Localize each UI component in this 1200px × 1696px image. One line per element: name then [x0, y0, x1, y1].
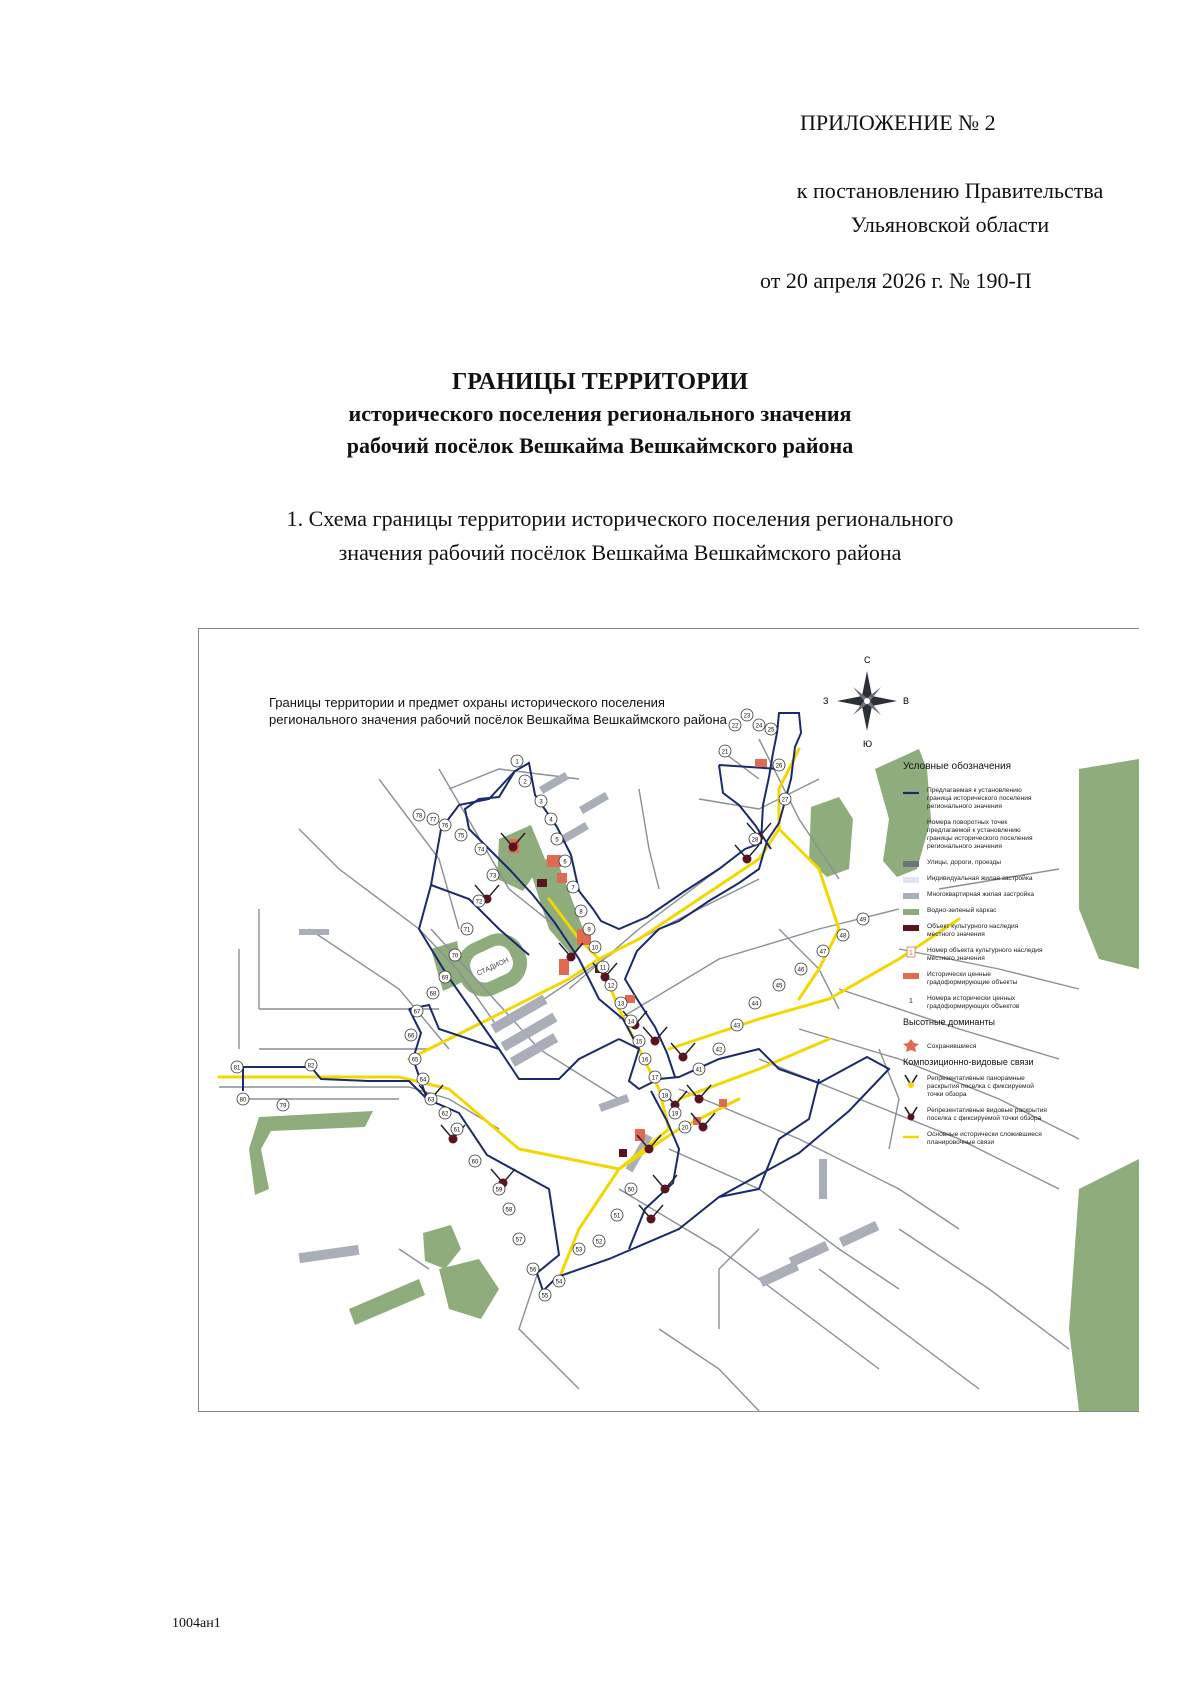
street — [379, 779, 459, 929]
turning-point — [427, 987, 439, 999]
apartment-blocks — [299, 772, 880, 1287]
turning-point-label: 28 — [751, 837, 759, 844]
turning-point-label: 81 — [233, 1065, 241, 1072]
apartment-block — [839, 1221, 879, 1247]
turning-point — [451, 1123, 463, 1135]
turning-point — [589, 941, 601, 953]
turning-point — [511, 755, 523, 767]
view-point — [651, 1037, 660, 1046]
turning-point — [639, 1053, 651, 1065]
turning-point — [553, 1275, 565, 1287]
turning-point — [231, 1061, 243, 1073]
view-symbol-dot — [908, 1114, 915, 1121]
street — [299, 829, 339, 869]
compass-rose — [823, 655, 909, 749]
legend-icon — [909, 998, 913, 1005]
turning-point — [237, 1093, 249, 1105]
legend-item-text: Номера исторически ценных градоформирующих объектов — [927, 995, 1020, 1010]
turning-point — [773, 759, 785, 771]
turning-point — [817, 945, 829, 957]
turning-point — [567, 881, 579, 893]
turning-point-label: 46 — [797, 967, 805, 974]
valuable-object-icon — [903, 973, 919, 979]
turning-point — [449, 949, 461, 961]
turning-point-label: 24 — [755, 723, 763, 730]
valuable-object — [755, 759, 767, 767]
turning-point-label: 5 — [555, 837, 559, 844]
turning-point-label: 48 — [839, 933, 847, 940]
turning-point — [487, 869, 499, 881]
turning-point — [473, 895, 485, 907]
turning-point-label: 66 — [407, 1033, 415, 1040]
view-point — [449, 1135, 458, 1144]
turning-point — [729, 719, 741, 731]
resolution-reference-line1: к постановлению Правительства — [796, 178, 1104, 203]
turning-point-label: 8 — [579, 909, 583, 916]
turning-point — [837, 929, 849, 941]
turning-point — [575, 905, 587, 917]
legend-icon — [905, 1075, 917, 1088]
legend-item-text: Предлагаемая к установлению граница исторического поселения регионального значения — [927, 787, 1032, 810]
turning-point-label: 72 — [475, 899, 483, 906]
turning-point-label: 69 — [441, 975, 449, 982]
views-heading: Композиционно-видовые связи — [903, 1057, 1034, 1067]
turning-point — [625, 1015, 637, 1027]
turning-point-label: 21 — [721, 749, 729, 756]
street — [819, 1269, 979, 1389]
turning-point-label: 16 — [641, 1057, 649, 1064]
turning-point — [405, 1029, 417, 1041]
valuable-object — [719, 1099, 727, 1107]
turning-point — [633, 1035, 645, 1047]
map-title-line2: регионального значения рабочий посёлок Вешкайма Вешкаймского района — [269, 712, 727, 727]
turning-point-label: 63 — [427, 1097, 435, 1104]
turning-point — [551, 833, 563, 845]
turning-point — [749, 997, 761, 1009]
turning-point-label: 56 — [529, 1267, 537, 1274]
legend-item — [903, 1131, 1042, 1146]
turning-point-label: 59 — [495, 1187, 503, 1194]
turning-point-label: 15 — [635, 1039, 643, 1046]
turning-point — [409, 1053, 421, 1065]
legend-item-text: Репрезентативные видовые раскрытия поселка с фиксируемой точки обзора — [927, 1107, 1047, 1122]
view-point-symbol — [643, 1027, 667, 1046]
street — [719, 1229, 759, 1329]
turning-point — [439, 819, 451, 831]
legend-item-text: Водно-зеленый каркас — [927, 907, 997, 914]
legend-item — [903, 890, 1034, 899]
turning-point — [573, 1243, 585, 1255]
turning-point — [605, 979, 617, 991]
legend-icon — [907, 947, 915, 957]
turning-point-label: 78 — [415, 813, 423, 820]
turning-point — [583, 923, 595, 935]
turning-point — [615, 997, 627, 1009]
valuable-object — [559, 959, 569, 975]
street — [899, 1229, 1069, 1349]
legend-item-text: Номер объекта культурного наследия местного значения — [927, 947, 1043, 962]
turning-point — [773, 979, 785, 991]
turning-point — [439, 971, 451, 983]
section-heading-line1: 1. Схема границы территории исторического поселения регионального — [286, 506, 954, 531]
compass-south-label: Ю — [863, 739, 873, 749]
legend-item-text: Номера поворотных точек предлагаемой к установлению границы исторического поселения регионального значения — [927, 819, 1033, 850]
view-point — [509, 843, 518, 852]
street — [309, 929, 449, 1049]
turning-point — [427, 813, 439, 825]
turning-point — [741, 709, 753, 721]
turning-point-label: 41 — [695, 1067, 703, 1074]
turning-point-label: 7 — [571, 885, 575, 892]
legend-item — [903, 1039, 977, 1052]
turning-point-label: 26 — [775, 763, 783, 770]
turning-points — [231, 709, 869, 1301]
view-point — [645, 1145, 654, 1154]
legend-item — [903, 874, 1033, 883]
turning-point — [527, 1263, 539, 1275]
turning-point — [669, 1107, 681, 1119]
green-area — [439, 1259, 499, 1319]
turning-point-label: 80 — [239, 1097, 247, 1104]
stadium — [448, 925, 535, 1005]
turning-point — [765, 723, 777, 735]
green-area — [423, 1225, 461, 1269]
turning-point — [425, 1093, 437, 1105]
legend-item-text: Сохранившиеся — [927, 1043, 977, 1050]
view-point — [695, 1095, 704, 1104]
section-heading — [190, 502, 1050, 570]
street — [659, 1329, 759, 1411]
turning-point — [611, 1209, 623, 1221]
turning-point-label: 70 — [451, 953, 459, 960]
turning-point-label: 54 — [555, 1279, 563, 1286]
turning-point-label: 23 — [743, 713, 751, 720]
street — [639, 789, 659, 889]
turning-point-label: 76 — [441, 823, 449, 830]
legend-icon — [903, 893, 919, 899]
turning-point — [713, 1043, 725, 1055]
apartment-block — [819, 1159, 827, 1199]
turning-point — [461, 923, 473, 935]
turning-point-label: 57 — [515, 1237, 523, 1244]
compass-center — [864, 698, 870, 704]
legend-item-text: Индивидуальная жилая застройка — [927, 875, 1033, 882]
turning-point — [795, 963, 807, 975]
turning-point-label: 55 — [541, 1293, 549, 1300]
view-point — [567, 953, 576, 962]
turning-point — [535, 795, 547, 807]
compass-east-label: В — [903, 696, 910, 706]
turning-point-label: 19 — [671, 1111, 679, 1118]
legend-item — [927, 819, 1033, 850]
turning-point-label: 10 — [591, 945, 599, 952]
legend-item — [903, 922, 1019, 938]
turning-point — [493, 1183, 505, 1195]
turning-point — [593, 1235, 605, 1247]
turning-point-label: 79 — [279, 1103, 287, 1110]
heritage-object — [619, 1149, 627, 1157]
legend-icon — [903, 861, 919, 867]
turning-point — [679, 1121, 691, 1133]
turning-point-label: 65 — [411, 1057, 419, 1064]
apartment-block — [299, 1245, 360, 1263]
legend-heading: Условные обозначения — [903, 761, 1012, 772]
apartment-block — [789, 1241, 829, 1267]
turning-point-label: 2 — [523, 779, 527, 786]
turning-point-label: 75 — [457, 833, 465, 840]
turning-point-label: 18 — [661, 1093, 669, 1100]
turning-point-label: 50 — [627, 1187, 635, 1194]
legend-item — [903, 971, 1018, 986]
turning-point-label: 64 — [419, 1077, 427, 1084]
turning-point-label: 60 — [471, 1159, 479, 1166]
legend-item-text: Основные исторически сложившиеся планировочные связи — [927, 1131, 1042, 1146]
legend-icon — [903, 973, 919, 979]
document-title-line3: рабочий посёлок Вешкайма Вешкаймского района — [346, 433, 854, 458]
legend-icon — [903, 877, 919, 883]
view-point — [699, 1123, 708, 1132]
turning-point — [277, 1099, 289, 1111]
green-area — [249, 1111, 373, 1195]
turning-point-label: 43 — [733, 1023, 741, 1030]
turning-point — [731, 1019, 743, 1031]
individual-housing-icon — [903, 877, 919, 883]
turning-point-label: 47 — [819, 949, 827, 956]
turning-point-label: 71 — [463, 927, 471, 934]
document-title — [200, 366, 1000, 462]
green-area — [1069, 1159, 1139, 1411]
turning-point-label: 67 — [413, 1009, 421, 1016]
green-area — [349, 1279, 425, 1325]
turning-point-label: 20 — [681, 1125, 689, 1132]
legend-item-text: Исторически ценные градоформирующие объекты — [927, 971, 1018, 986]
legend-icon — [903, 925, 919, 931]
view-point — [743, 855, 752, 864]
legend-icon — [903, 909, 919, 915]
turning-point-label: 17 — [651, 1075, 659, 1082]
turning-point — [857, 913, 869, 925]
turning-point-label: 82 — [307, 1063, 315, 1070]
turning-point-label: 62 — [441, 1111, 449, 1118]
turning-point-label: 6 — [563, 859, 567, 866]
turning-point-label: 12 — [607, 983, 615, 990]
legend-item-text: Объект культурного наследия местного значения — [927, 923, 1019, 938]
settlement-boundary-map — [199, 629, 1139, 1411]
turning-point-label: 25 — [767, 727, 775, 734]
turning-point-label: 77 — [429, 817, 437, 824]
turning-point-label: 13 — [617, 1001, 625, 1008]
turning-point-label: 45 — [775, 983, 783, 990]
heritage-object — [537, 879, 547, 887]
legend-item — [909, 995, 1020, 1010]
turning-point — [749, 833, 761, 845]
height-dominant-icon — [903, 1039, 919, 1052]
turning-point-label: 42 — [715, 1047, 723, 1054]
legend-item-text: Репрезентативные панорамные раскрытия поселка с фиксируемой точки обзора — [927, 1075, 1034, 1098]
turning-point-label: 52 — [595, 1239, 603, 1246]
green-area — [1079, 759, 1139, 969]
compass-west-label: З — [823, 696, 829, 706]
compass-north-label: С — [864, 655, 871, 665]
turning-point — [513, 1233, 525, 1245]
turning-point-label: 4 — [549, 817, 553, 824]
legend-item — [905, 1107, 1047, 1122]
turning-point — [417, 1073, 429, 1085]
legend-item-text: Многоквартирная жилая застройка — [927, 891, 1035, 898]
turning-point — [519, 775, 531, 787]
turning-point-label: 51 — [613, 1213, 621, 1220]
apartment-block — [579, 792, 609, 814]
valuable-number-icon: 1 — [909, 998, 913, 1005]
turning-point — [305, 1059, 317, 1071]
turning-point — [559, 855, 571, 867]
document-code: 1004ан1 — [172, 1616, 221, 1631]
turning-point-label: 22 — [731, 723, 739, 730]
planning-axis — [669, 919, 959, 1049]
view-point — [661, 1185, 670, 1194]
turning-point — [779, 793, 791, 805]
green-swatch-icon — [903, 909, 919, 915]
turning-point — [545, 813, 557, 825]
boundary-line — [719, 1079, 819, 1197]
turning-point — [439, 1107, 451, 1119]
valuable-object — [557, 873, 567, 883]
turning-point — [719, 745, 731, 757]
turning-point-label: 73 — [489, 873, 497, 880]
turning-point — [693, 1063, 705, 1075]
turning-point-label: 11 — [599, 965, 607, 972]
apartment-block — [299, 929, 329, 935]
turning-point-label: 9 — [587, 927, 591, 934]
street — [619, 1189, 879, 1369]
turning-point — [659, 1089, 671, 1101]
proposed-boundary — [243, 713, 889, 1291]
turning-point — [597, 961, 609, 973]
turning-point-label: 27 — [781, 797, 789, 804]
legend-item-text: Улицы, дороги, проезды — [927, 859, 1001, 866]
resolution-date: от 20 апреля 2026 г. № 190-П — [760, 268, 1032, 293]
turning-point — [413, 809, 425, 821]
dominants-heading: Высотные доминанты — [903, 1017, 995, 1027]
legend-item — [905, 1075, 1034, 1098]
turning-point-label: 68 — [429, 991, 437, 998]
street — [879, 1049, 899, 1149]
turning-point — [475, 843, 487, 855]
street — [699, 779, 819, 809]
turning-point — [503, 1203, 515, 1215]
resolution-reference — [740, 174, 1160, 242]
turning-point-label: 14 — [627, 1019, 635, 1026]
turning-point-label: 49 — [859, 917, 867, 924]
heritage-number-icon-label: 1 — [909, 950, 913, 957]
turning-point — [539, 1289, 551, 1301]
turning-point — [411, 1005, 423, 1017]
turning-point-label: 44 — [751, 1001, 759, 1008]
view-point — [679, 1053, 688, 1062]
apartment-housing-icon — [903, 893, 919, 899]
legend-item — [903, 906, 997, 915]
resolution-reference-line2: Ульяновской области — [850, 212, 1050, 237]
turning-point-label: 3 — [539, 799, 543, 806]
turning-point-label: 1 — [515, 759, 519, 766]
turning-point-label: 58 — [505, 1207, 513, 1214]
document-title-line1: ГРАНИЦЫ ТЕРРИТОРИИ — [451, 369, 749, 395]
boundary-line — [243, 713, 889, 1291]
turning-point-label: 74 — [477, 847, 485, 854]
turning-point — [753, 719, 765, 731]
apartment-block — [599, 1094, 630, 1112]
view-point — [647, 1215, 656, 1224]
document-title-line2: исторического поселения регионального значения — [348, 401, 852, 426]
heritage-object-icon — [903, 925, 919, 931]
map-title-line1: Границы территории и предмет охраны исторического поселения — [269, 695, 665, 710]
street — [519, 1269, 579, 1389]
turning-point — [455, 829, 467, 841]
turning-point — [625, 1183, 637, 1195]
street-swatch-icon — [903, 861, 919, 867]
appendix-heading: ПРИЛОЖЕНИЕ № 2 — [800, 110, 996, 135]
turning-point-label: 53 — [575, 1247, 583, 1254]
panoramic-view-dot — [908, 1082, 914, 1088]
section-heading-line2: значения рабочий посёлок Вешкайма Вешкаймского района — [338, 540, 902, 565]
turning-point — [649, 1071, 661, 1083]
stadium-label: СТАДИОН — [476, 956, 510, 978]
map-frame — [198, 628, 1139, 1412]
turning-point — [469, 1155, 481, 1167]
turning-point-label: 61 — [453, 1127, 461, 1134]
